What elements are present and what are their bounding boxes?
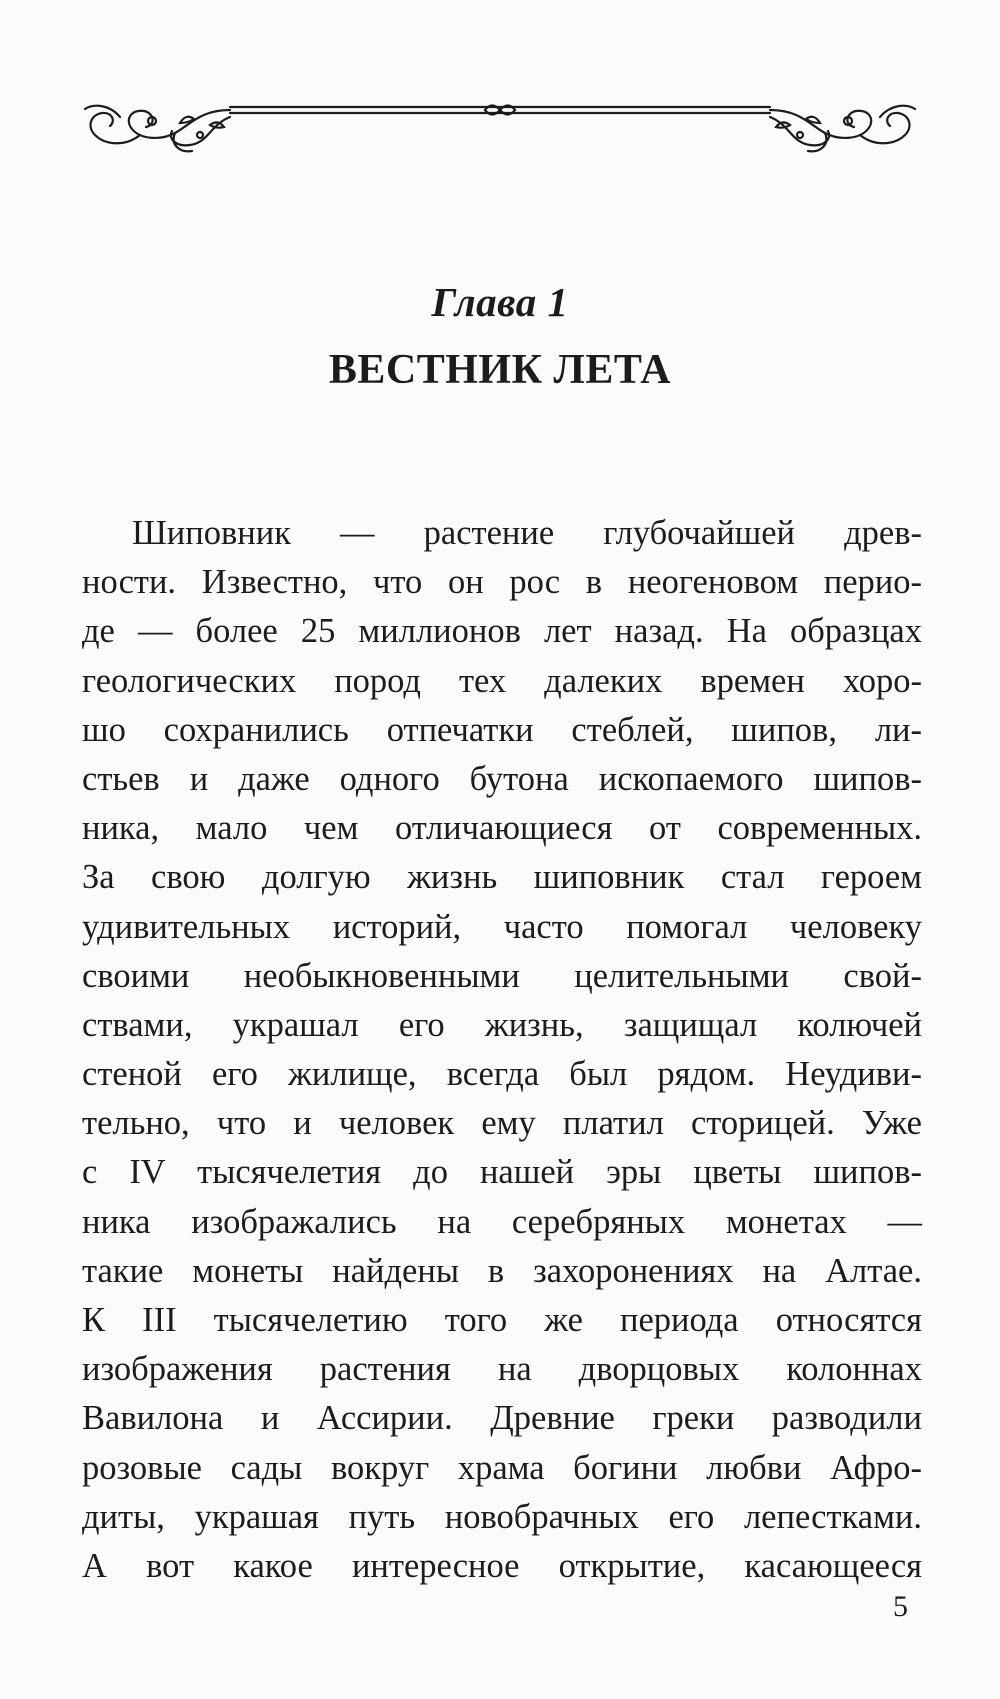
text-line: удивительных историй, часто помогал человеку — [82, 907, 922, 946]
text-line: де — более 25 миллионов лет назад. На образцах — [82, 612, 922, 651]
text-line: геологических пород тех далеких времен хоро- — [82, 661, 922, 700]
text-line: А вот какое интересное открытие, касающееся — [82, 1546, 922, 1585]
text-line: ника изображались на серебряных монетах — — [82, 1202, 922, 1241]
text-line: Шиповник — растение глубочайшей древ- — [132, 514, 922, 552]
chapter-paragraph — [82, 509, 922, 1591]
text-line: розовые сады вокруг храма богини любви Афро- — [82, 1448, 922, 1487]
text-line: ности. Известно, что он рос в неогеновом перио- — [82, 563, 922, 602]
page-number: 5 — [893, 1590, 908, 1623]
text-line: ника, мало чем отличающиеся от современных. — [82, 809, 922, 848]
text-line: Вавилона и Ассирии. Древние греки разводили — [82, 1399, 922, 1438]
chapter-label: Глава 1 — [431, 279, 569, 325]
text-line: диты, украшая путь новобрачных его лепестками. — [82, 1497, 922, 1536]
text-line: тельно, что и человек ему платил сторицей. Уже — [82, 1104, 922, 1143]
decorative-scroll-divider-icon — [80, 95, 920, 165]
text-line: К III тысячелетию того же периода относятся — [82, 1301, 922, 1339]
text-line: своими необыкновенными целительными свой- — [82, 956, 922, 995]
text-line: стеной его жилище, всегда был рядом. Неудиви- — [82, 1055, 922, 1094]
chapter-title: ВЕСТНИК ЛЕТА — [328, 347, 672, 393]
text-line: с IV тысячелетия до нашей эры цветы шипов- — [82, 1153, 922, 1192]
text-line: За свою долгую жизнь шиповник стал героем — [82, 858, 922, 897]
text-line: такие монеты найдены в захоронениях на Алтае. — [82, 1251, 922, 1290]
text-line: ствами, украшал его жизнь, защищал колючей — [82, 1005, 922, 1044]
text-line: шо сохранились отпечатки стеблей, шипов, ли- — [82, 710, 922, 749]
text-line: изображения растения на дворцовых колоннах — [82, 1350, 922, 1389]
text-line: стьев и даже одного бутона ископаемого шипов- — [82, 759, 922, 798]
